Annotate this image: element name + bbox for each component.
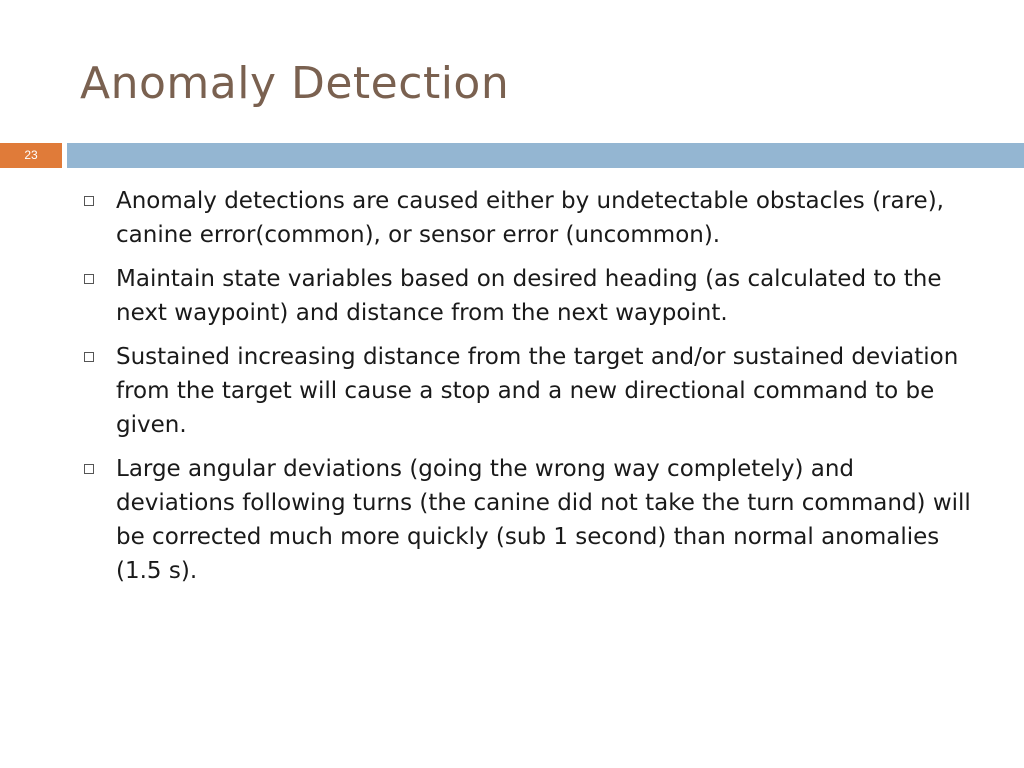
bullet-text: Maintain state variables based on desired heading (as calculated to the next waypoint) and distance from the next waypoint. (116, 266, 942, 326)
slide-title: Anomaly Detection (80, 58, 510, 109)
bullet-list (84, 184, 974, 598)
hollow-square-bullet-icon (84, 274, 94, 284)
hollow-square-bullet-icon (84, 464, 94, 474)
bullet-item (84, 262, 974, 330)
bullet-text: Anomaly detections are caused either by undetectable obstacles (rare), canine error(common), or sensor error (uncommon). (116, 188, 944, 248)
bullet-item (84, 184, 974, 252)
title-divider-bar (67, 143, 1024, 168)
slide-number-badge: 23 (0, 143, 62, 168)
hollow-square-bullet-icon (84, 196, 94, 206)
bullet-text: Large angular deviations (going the wrong way completely) and deviations following turns (the canine did not take the turn command) will be corrected much more quickly (sub 1 second) than normal anomalies (1.5 s). (116, 456, 971, 584)
bullet-text: Sustained increasing distance from the target and/or sustained deviation from the target will cause a stop and a new directional command to be given. (116, 344, 959, 438)
hollow-square-bullet-icon (84, 352, 94, 362)
bullet-item (84, 452, 974, 588)
bullet-item (84, 340, 974, 442)
